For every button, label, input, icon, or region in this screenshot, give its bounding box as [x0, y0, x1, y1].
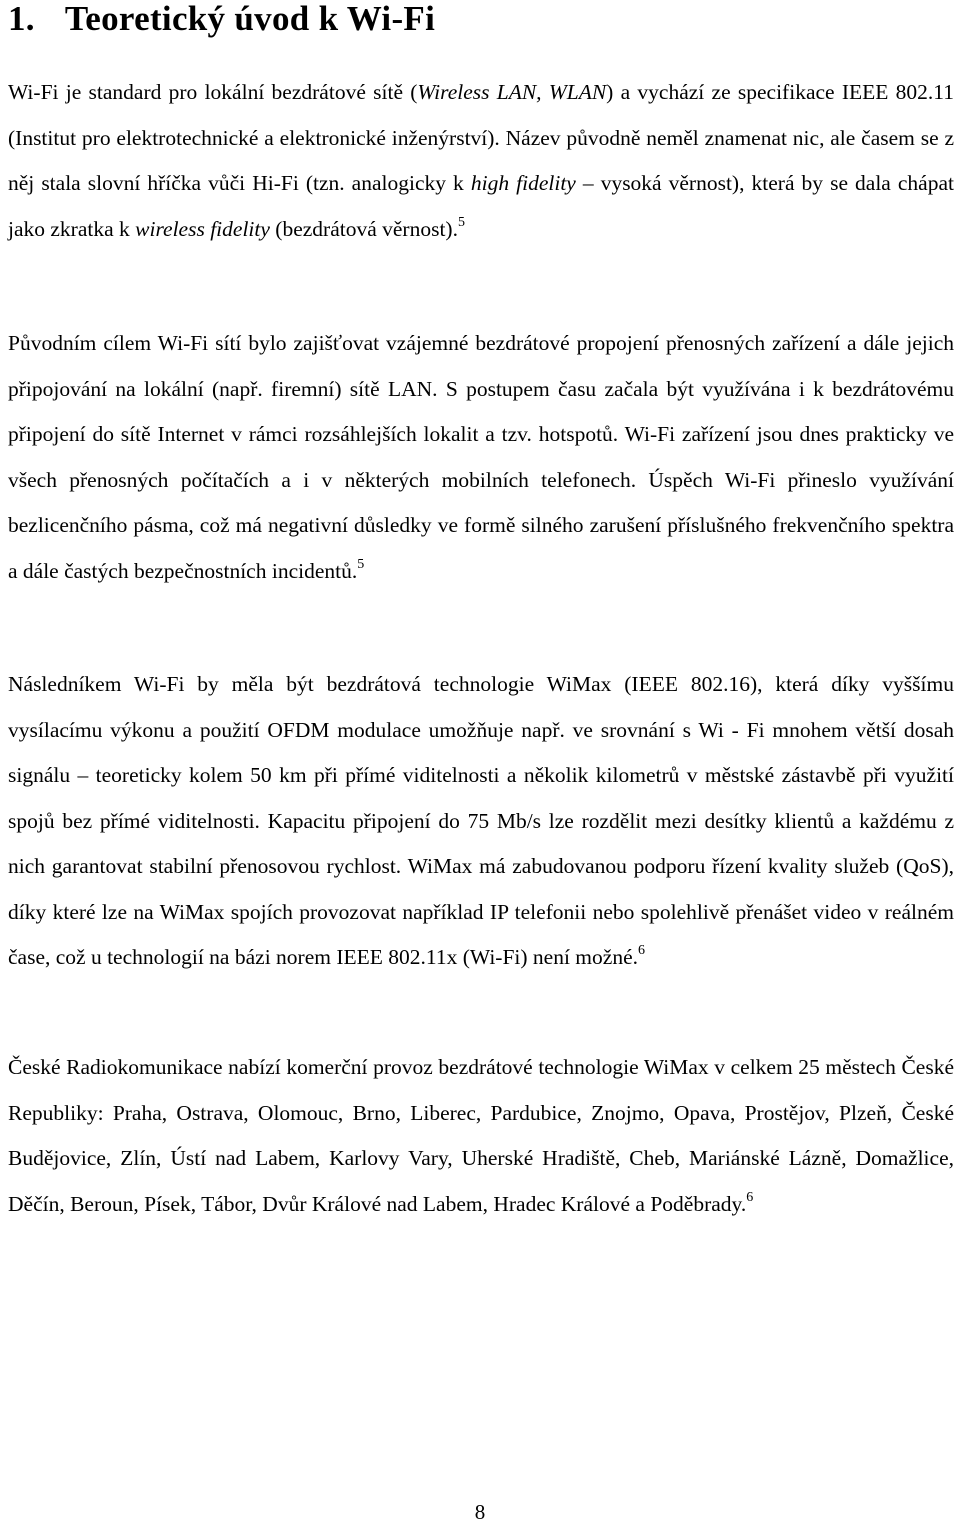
paragraph-radiokomunikace	[8, 1045, 954, 1227]
footnote-ref[interactable]: 5	[457, 214, 465, 230]
p2-text: Původním cílem Wi-Fi sítí bylo zajišťovat vzájemné bezdrátové propojení přenosných zařízení a dále jejich připojování na lokální (např. firemní) sítě LAN. S postupem času začala být využívána i k bezdrátovému připojení do sítě Internet v rámci rozsáhlejších lokalit a tzv. hotspotů. Wi-Fi zařízení jsou dnes prakticky ve všech přenosných počítačích a i v některých mobilních telefonech. Úspěch Wi-Fi přineslo využívání bezlicenčního pásma, což má negativní důsledky ve formě silného zarušení příslušného frekvenčního spektra a dále častých bezpečnostních incidentů.	[8, 331, 954, 583]
p1-text-1: Wi-Fi je standard pro lokální bezdrátové sítě (	[8, 80, 418, 104]
p1-text-3: – vysoká věrnost), která by se dala chápat jako zkratka k	[8, 171, 954, 241]
footnote-ref[interactable]: 5	[357, 556, 365, 572]
p1-italic-wireless-lan: Wireless LAN, WLAN	[417, 80, 607, 104]
section-number: 1.	[8, 0, 35, 38]
p1-italic-high-fidelity: high fidelity	[470, 171, 576, 195]
p3-text: Následníkem Wi-Fi by měla být bezdrátová technologie WiMax (IEEE 802.16), která díky vyššímu vysílacímu výkonu a použití OFDM modulace umožňuje např. ve srovnání s Wi - Fi mnohem větší dosah signálu – teoreticky kolem 50 km při přímé viditelnosti a několik kilometrů v městské zástavbě při využití spojů bez přímé viditelnosti. Kapacitu připojení do 75 Mb/s lze rozdělit mezi desítky klientů a každému z nich garantovat stabilní přenosovou rychlost. WiMax má zabudovanou podporu řízení kvality služeb (QoS), díky které lze na WiMax spojích provozovat například IP telefonii nebo spolehlivě přenášet video v reálném čase, což u technologií na bázi norem IEEE 802.11x (Wi-Fi) není možné.	[8, 672, 954, 969]
footnote-ref[interactable]: 6	[746, 1189, 754, 1205]
footnote-ref[interactable]: 6	[638, 943, 645, 958]
section-heading	[8, 0, 954, 40]
p1-text-2: ) a vychází ze specifikace IEEE 802.11 (Institut pro elektrotechnické a elektronické inženýrství). Název původně neměl znamenat nic, ale časem se z něj stala slovní hříčka vůči Hi-Fi (tzn. analogicky k	[8, 80, 954, 195]
p1-italic-wireless-fidelity: wireless fidelity	[135, 216, 270, 241]
p4-text: České Radiokomunikace nabízí komerční provoz bezdrátové technologie WiMax v celkem 25 městech České Republiky: Praha, Ostrava, Olomouc, Brno, Liberec, Pardubice, Znojmo, Opava, Prostějov, Plzeň, České Budějovice, Zlín, Ústí nad Labem, Karlovy Vary, Uherské Hradiště, Cheb, Mariánské Lázně, Domažlice, Děčín, Beroun, Písek, Tábor, Dvůr Králové nad Labem, Hradec Králové a Poděbrady.	[8, 1055, 954, 1216]
section-title: Teoretický úvod k Wi-Fi	[64, 0, 436, 38]
paragraph-wimax	[8, 662, 954, 981]
document-page	[8, 0, 954, 1216]
page-number: 8	[474, 1500, 486, 1524]
p1-text-4: (bezdrátová věrnost).	[269, 216, 458, 241]
paragraph-wifi-definition	[8, 70, 954, 252]
paragraph-wifi-purpose	[8, 321, 954, 594]
